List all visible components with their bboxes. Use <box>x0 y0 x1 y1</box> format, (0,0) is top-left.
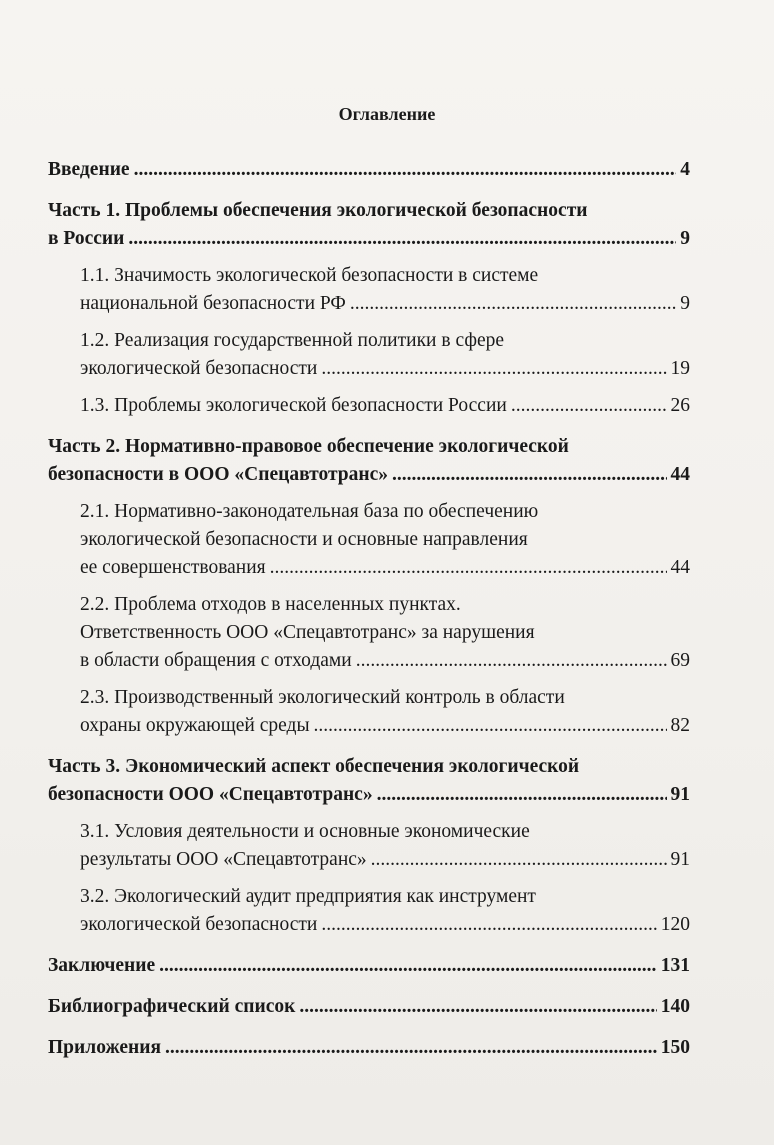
toc-entry-text: национальной безопасности РФ <box>80 293 346 314</box>
toc-entry-text: 2.2. Проблема отходов в населенных пунктах. <box>80 594 461 615</box>
toc-entry-text: охраны окружающей среды <box>80 715 310 736</box>
toc-entry-text: Введение <box>48 159 130 180</box>
toc-entry-2-1 <box>48 498 690 582</box>
toc-entry-text: 2.1. Нормативно-законодательная база по обеспечению <box>80 501 539 522</box>
toc-page-number: 44 <box>670 464 690 485</box>
dot-leader <box>134 156 677 184</box>
toc-page-number: 19 <box>670 358 690 379</box>
toc-entry-text: 1.3. Проблемы экологической безопасности России <box>80 395 507 416</box>
toc-page-number: 4 <box>680 159 690 180</box>
toc-page-number: 120 <box>660 914 690 935</box>
dot-leader <box>392 461 667 489</box>
toc-entry-appendices <box>48 1034 690 1062</box>
toc-entry-text: безопасности ООО «Спецавтотранс» <box>48 784 373 805</box>
toc-entry-text: Часть 3. Экономический аспект обеспечения экологической <box>48 756 580 777</box>
toc-page-number: 44 <box>670 557 690 578</box>
toc-page-number: 140 <box>660 996 690 1017</box>
toc-page-number: 82 <box>670 715 690 736</box>
toc-page-number: 69 <box>670 650 690 671</box>
toc-entry-text: 2.3. Производственный экологический контроль в области <box>80 687 565 708</box>
toc-entry-text: 1.2. Реализация государственной политики в сфере <box>80 330 505 351</box>
toc-entry-text: экологической безопасности и основные направления <box>80 529 528 550</box>
dot-leader <box>299 993 656 1021</box>
toc-entry-part-3 <box>48 753 690 809</box>
toc-entry-text: Часть 2. Нормативно-правовое обеспечение экологической <box>48 436 569 457</box>
dot-leader <box>314 712 667 740</box>
toc-entry-text: 3.1. Условия деятельности и основные экономические <box>80 821 530 842</box>
toc-entry-text: 1.1. Значимость экологической безопасности в системе <box>80 265 539 286</box>
dot-leader <box>350 290 676 318</box>
toc-page-number: 26 <box>670 395 690 416</box>
toc-entry-introduction <box>48 156 690 184</box>
toc-page-number: 91 <box>670 784 690 805</box>
dot-leader <box>377 781 667 809</box>
toc-page-number: 91 <box>670 849 690 870</box>
toc-entry-1-1 <box>48 262 690 318</box>
toc-entry-text: результаты ООО «Спецавтотранс» <box>80 849 367 870</box>
toc-entry-text: Ответственность ООО «Спецавтотранс» за нарушения <box>80 622 535 643</box>
toc-entry-3-2 <box>48 883 690 939</box>
dot-leader <box>165 1034 657 1062</box>
dot-leader <box>159 952 657 980</box>
toc-entry-text: экологической безопасности <box>80 358 318 379</box>
toc-entry-text: безопасности в ООО «Спецавтотранс» <box>48 464 388 485</box>
page-title: Оглавление <box>338 104 436 124</box>
toc-entry-part-1 <box>48 197 690 253</box>
toc-page-number: 9 <box>680 293 690 314</box>
toc-entry-2-3 <box>48 684 690 740</box>
toc-entry-text: Приложения <box>48 1037 162 1058</box>
toc-entry-text: экологической безопасности <box>80 914 318 935</box>
toc-entry-part-2 <box>48 433 690 489</box>
toc-entry-text: Библиографический список <box>48 996 296 1017</box>
toc-entry-3-1 <box>48 818 690 874</box>
toc-entry-1-2 <box>48 327 690 383</box>
dot-leader <box>128 225 676 253</box>
toc-entry-text: в области обращения с отходами <box>80 650 352 671</box>
toc-page-number: 150 <box>660 1037 690 1058</box>
toc-entry-conclusion <box>48 952 690 980</box>
toc-entry-text: ее совершенствования <box>80 557 266 578</box>
toc-entry-2-2 <box>48 591 690 675</box>
table-of-contents <box>48 156 690 1062</box>
dot-leader <box>511 392 667 420</box>
dot-leader <box>371 846 667 874</box>
toc-page-number: 9 <box>680 228 690 249</box>
toc-entry-text: 3.2. Экологический аудит предприятия как инструмент <box>80 886 536 907</box>
dot-leader <box>356 647 667 675</box>
toc-entry-text: в России <box>48 228 125 249</box>
dot-leader <box>270 554 667 582</box>
toc-entry-text: Часть 1. Проблемы обеспечения экологической безопасности <box>48 200 588 221</box>
toc-entry-text: Заключение <box>48 955 156 976</box>
toc-page-number: 131 <box>660 955 690 976</box>
dot-leader <box>321 911 656 939</box>
toc-entry-bibliography <box>48 993 690 1021</box>
toc-entry-1-3 <box>48 392 690 420</box>
dot-leader <box>321 355 666 383</box>
